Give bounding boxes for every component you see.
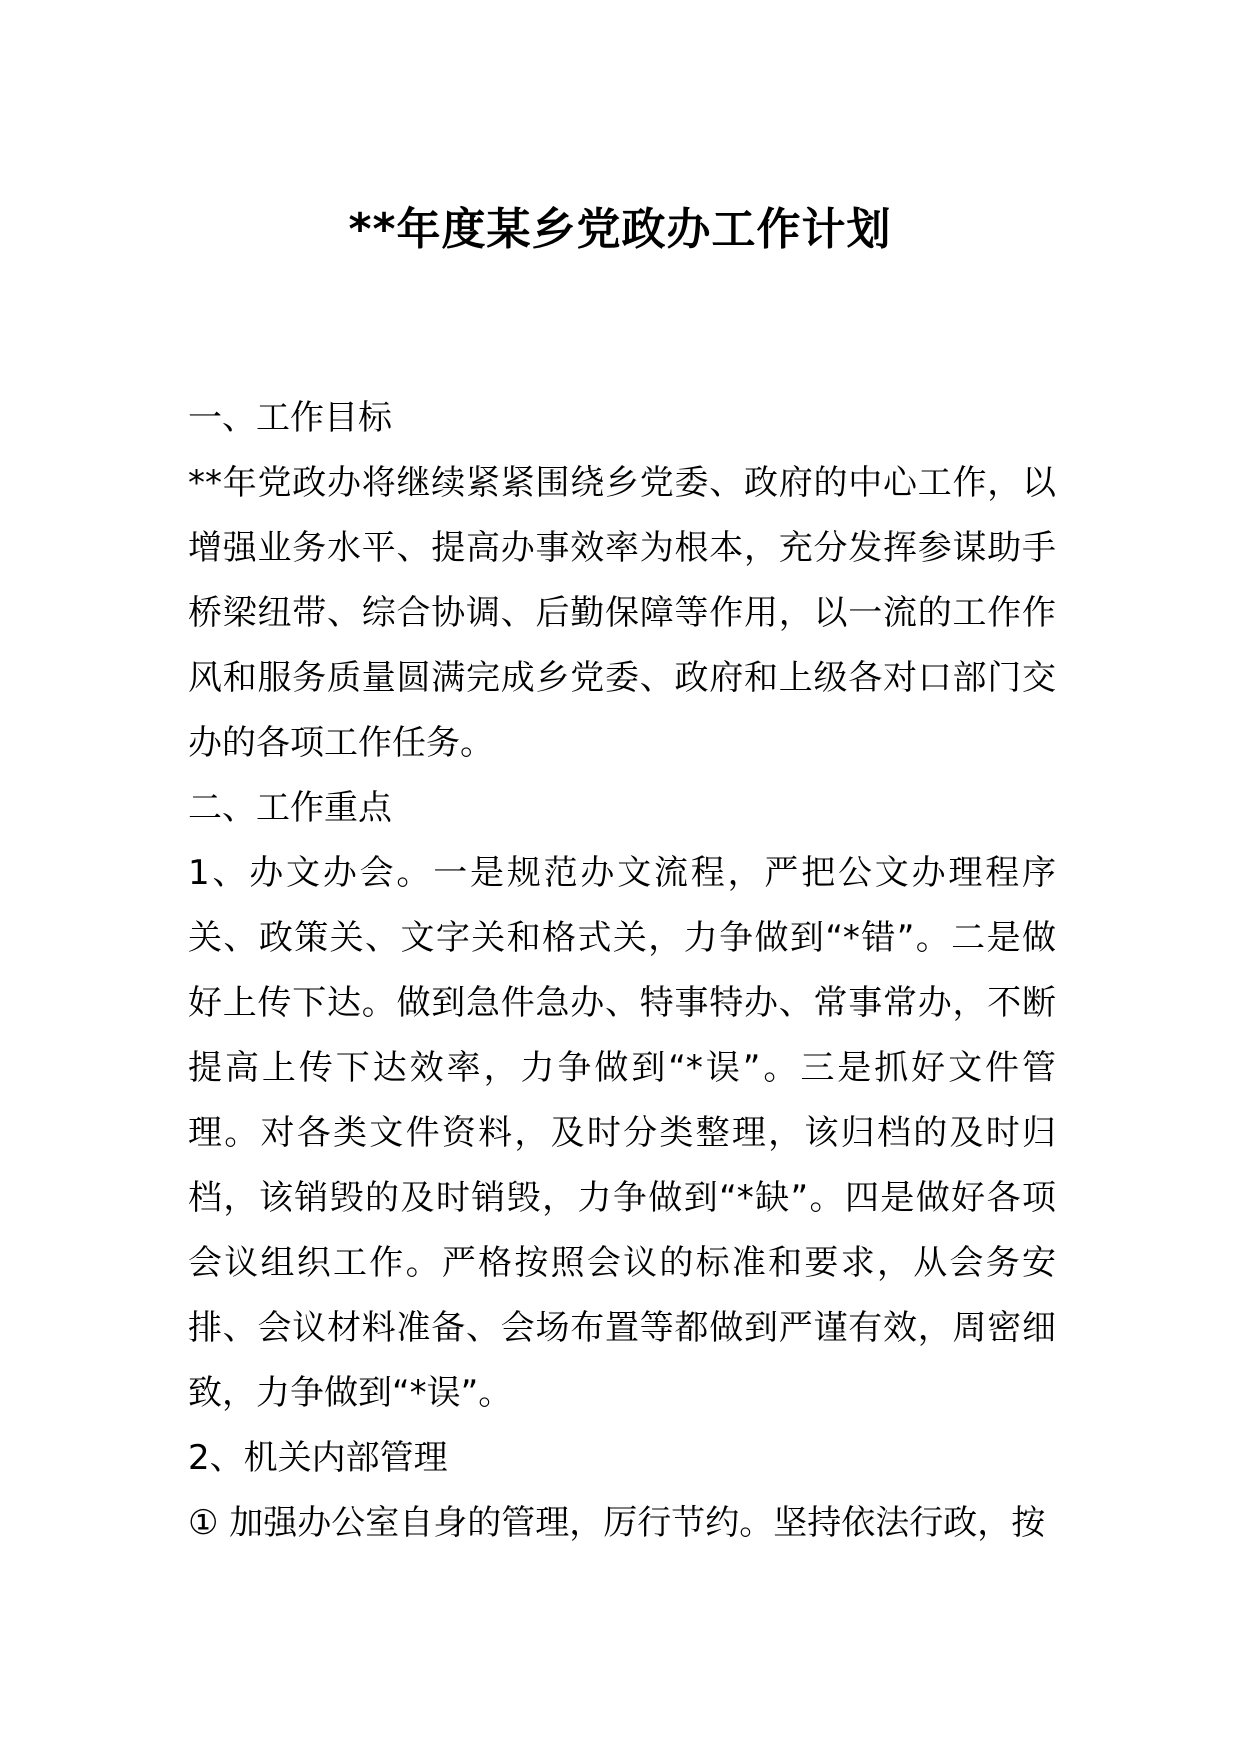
section-paragraph-goals: **年党政办将继续紧紧围绕乡党委、政府的中心工作，以增强业务水平、提高办事效率为根本，充分发挥参谋助手桥梁纽带、综合协调、后勤保障等作用，以一流的工作作风和服务质量圆满完成乡党委、政府和上级各对口部门交办的各项工作任务。 xyxy=(188,463,1056,763)
document-title: **年度某乡党政办工作计划 xyxy=(348,204,892,255)
internal-management-subitem-1: ① 加强办公室自身的管理，厉行节约。坚持依法行政，按 xyxy=(188,1503,1046,1543)
priority-item-documents-meetings: 1、办文办会。一是规范办文流程，严把公文办理程序关、政策关、文字关和格式关，力争做到“*错”。二是做好上传下达。做到急件急办、特事特办、常事常办，不断提高上传下达效率，力争做到“*误”。三是抓好文件管理。对各类文件资料，及时分类整理，该归档的及时归档，该销毁的及时销毁，力争做到“*缺”。四是做好各项会议组织工作。严格按照会议的标准和要求，从会务安排、会议材料准备、会场布置等都做到严谨有效，周密细致，力争做到“*误”。 xyxy=(188,853,1056,1413)
priority-item-internal-management: 2、机关内部管理 xyxy=(188,1438,448,1478)
document-body xyxy=(188,386,1056,1556)
section-heading-priorities: 二、工作重点 xyxy=(188,788,392,828)
section-heading-goals: 一、工作目标 xyxy=(188,398,392,438)
